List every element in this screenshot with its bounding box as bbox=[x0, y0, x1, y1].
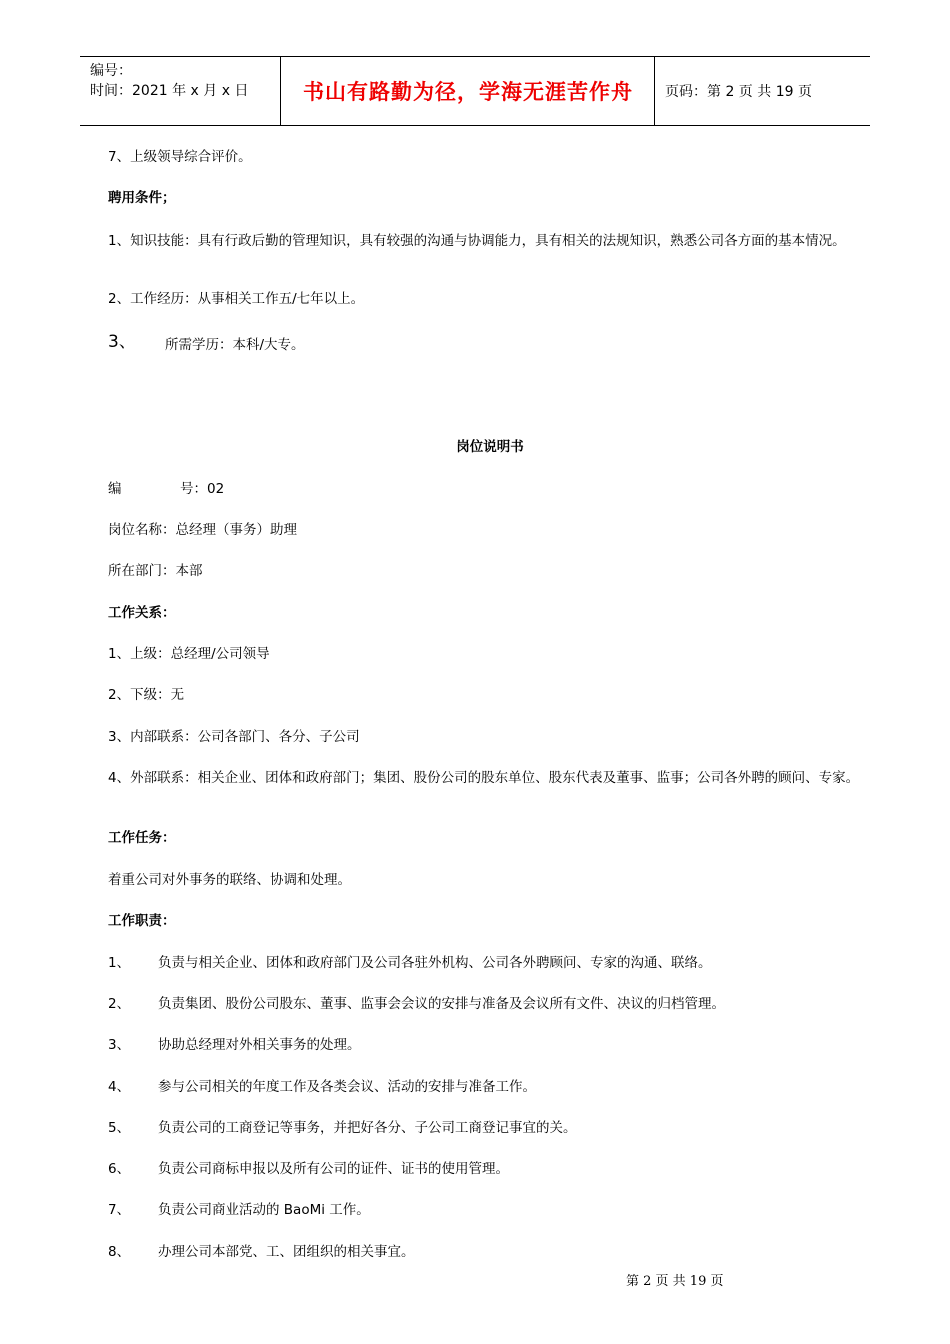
relation-3: 3、内部联系：公司各部门、各分、子公司 bbox=[108, 729, 360, 745]
header-divider bbox=[654, 57, 655, 125]
duty-text: 负责与相关企业、团体和政府部门及公司各驻外机构、公司各外聘顾问、专家的沟通、联络。 bbox=[158, 955, 712, 971]
header-motto: 书山有路勤为径，学海无涯苦作舟 bbox=[303, 79, 633, 104]
duty-number: 1、 bbox=[108, 955, 131, 971]
duty-number: 3、 bbox=[108, 1037, 131, 1053]
duty-text: 协助总经理对外相关事务的处理。 bbox=[158, 1037, 361, 1053]
duty-item bbox=[108, 1160, 509, 1178]
duty-text: 负责公司商标申报以及所有公司的证件、证书的使用管理。 bbox=[158, 1161, 509, 1177]
header-time-label: 时间：2021 年 x 月 x 日 bbox=[90, 83, 249, 99]
duty-number: 6、 bbox=[108, 1161, 131, 1177]
doc-number-label: 编 bbox=[108, 481, 122, 497]
duty-text: 办理公司本部党、工、团组织的相关事宜。 bbox=[158, 1244, 415, 1260]
duty-item bbox=[108, 1119, 577, 1137]
duty-number: 5、 bbox=[108, 1120, 131, 1136]
relation-1: 1、上级：总经理/公司领导 bbox=[108, 646, 270, 662]
department: 所在部门：本部 bbox=[108, 563, 203, 579]
duty-item bbox=[108, 1036, 361, 1054]
condition-1: 1、知识技能：具有行政后勤的管理知识，具有较强的沟通与协调能力，具有相关的法规知识，熟悉公司各方面的基本情况。 bbox=[108, 233, 846, 249]
condition-3-text: 所需学历：本科/大专。 bbox=[165, 337, 305, 353]
page-footer: 第 2 页 共 19 页 bbox=[626, 1274, 724, 1289]
duty-number: 8、 bbox=[108, 1244, 131, 1260]
duty-text: 负责集团、股份公司股东、董事、监事会会议的安排与准备及会议所有文件、决议的归档管理。 bbox=[158, 996, 725, 1012]
position-name: 岗位名称：总经理（事务）助理 bbox=[108, 522, 297, 538]
duties-heading: 工作职责： bbox=[108, 913, 176, 929]
duty-text: 负责公司的工商登记等事务，并把好各分、子公司工商登记事宜的关。 bbox=[158, 1120, 577, 1136]
duty-text: 负责公司商业活动的 BaoMi 工作。 bbox=[158, 1202, 370, 1218]
conditions-heading: 聘用条件； bbox=[108, 190, 176, 206]
header-number-label: 编号： bbox=[90, 63, 132, 79]
header-meta bbox=[90, 61, 280, 101]
header-divider bbox=[280, 57, 281, 125]
duty-item bbox=[108, 954, 712, 972]
relations-heading: 工作关系： bbox=[108, 605, 176, 621]
task-heading: 工作任务： bbox=[108, 830, 176, 846]
doc-title: 岗位说明书 bbox=[456, 439, 524, 455]
duty-number: 7、 bbox=[108, 1202, 131, 1218]
relation-4: 4、外部联系：相关企业、团体和政府部门；集团、股份公司的股东单位、股东代表及董事、监事；公司各外聘的顾问、专家。 bbox=[108, 770, 860, 786]
relation-2: 2、下级：无 bbox=[108, 687, 185, 703]
duty-item bbox=[108, 1078, 536, 1096]
duty-item bbox=[108, 1243, 415, 1261]
doc-number-value: 号：02 bbox=[180, 481, 225, 497]
duty-text: 参与公司相关的年度工作及各类会议、活动的安排与准备工作。 bbox=[158, 1079, 536, 1095]
eval-item-7: 7、上级领导综合评价。 bbox=[108, 149, 252, 165]
duty-item bbox=[108, 995, 725, 1013]
duty-number: 2、 bbox=[108, 996, 131, 1012]
duty-item bbox=[108, 1201, 370, 1219]
task-text: 着重公司对外事务的联络、协调和处理。 bbox=[108, 872, 351, 888]
duty-number: 4、 bbox=[108, 1079, 131, 1095]
header-page-info: 页码：第 2 页 共 19 页 bbox=[665, 84, 812, 100]
condition-3-number: 3、 bbox=[108, 332, 136, 352]
condition-2: 2、工作经历：从事相关工作五/七年以上。 bbox=[108, 291, 365, 307]
page-header bbox=[80, 56, 870, 126]
